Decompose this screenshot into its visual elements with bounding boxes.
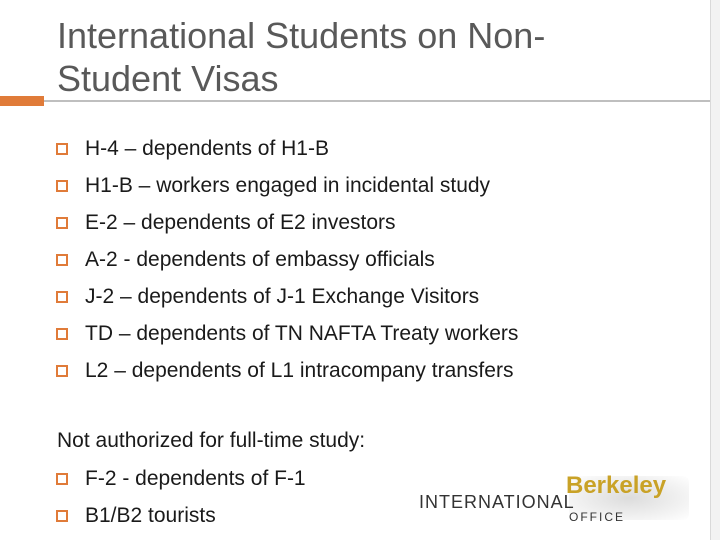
square-bullet-icon [56,291,68,303]
square-bullet-icon [56,510,68,522]
slide-title: International Students on Non-Student Visas [57,15,546,99]
right-edge-bar [710,0,720,540]
berkeley-international-office-logo [419,470,699,526]
square-bullet-icon [56,143,68,155]
square-bullet-icon [56,254,68,266]
square-bullet-icon [56,473,68,485]
logo-brand-text: Berkeley [566,472,667,499]
list-item [55,130,695,167]
list-item-text: L2 – dependents of L1 intracompany transfers [85,358,514,382]
visa-bullet-list [55,130,695,389]
list-item-text: J-2 – dependents of J-1 Exchange Visitors [85,284,480,308]
square-bullet-icon [56,328,68,340]
list-item [55,204,695,241]
list-item-text: TD – dependents of TN NAFTA Treaty workers [85,321,519,345]
list-item-text: E-2 – dependents of E2 investors [85,210,396,234]
logo-main-text: INTERNATIONAL [419,492,575,512]
title-divider [0,100,720,102]
list-item [55,241,695,278]
list-item [55,278,695,315]
square-bullet-icon [56,365,68,377]
list-item-text: H1-B – workers engaged in incidental study [85,173,491,197]
list-item-text: F-2 - dependents of F-1 [85,466,306,490]
not-authorized-heading: Not authorized for full-time study: [57,429,366,452]
list-item [55,460,435,497]
list-item [55,315,695,352]
accent-block [0,96,44,106]
square-bullet-icon [56,180,68,192]
list-item-text: H-4 – dependents of H1-B [85,136,329,160]
list-item-text: A-2 - dependents of embassy officials [85,247,435,271]
list-item [55,497,435,534]
list-item [55,167,695,204]
square-bullet-icon [56,217,68,229]
list-item-text: B1/B2 tourists [85,503,216,527]
logo-sub-text: OFFICE [569,510,625,524]
not-authorized-list [55,460,435,534]
list-item [55,352,695,389]
